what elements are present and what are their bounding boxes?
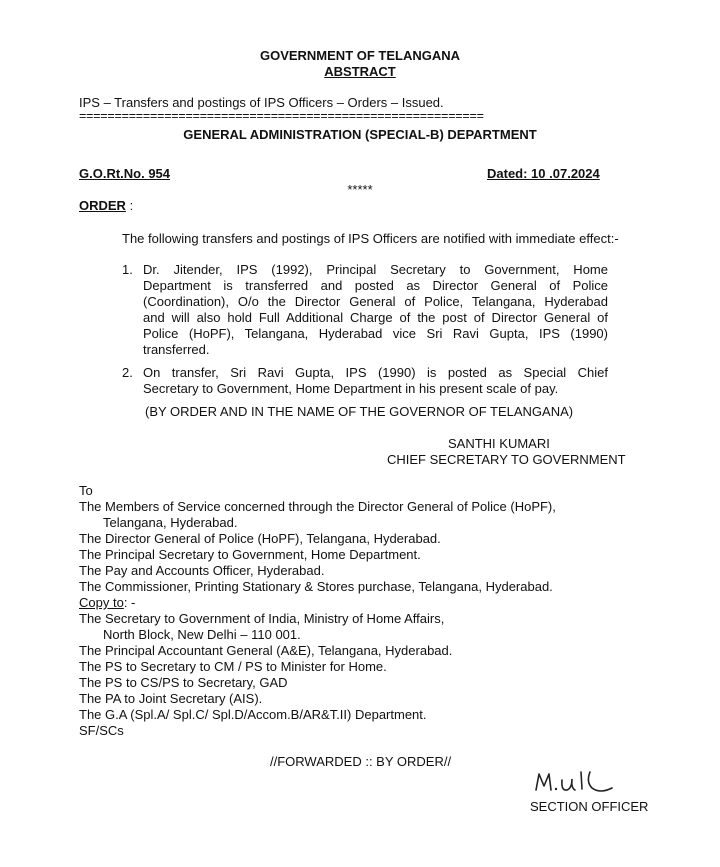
go-number: G.O.Rt.No. 954 bbox=[79, 166, 171, 181]
copy-to-suffix: : - bbox=[123, 595, 136, 610]
separator-line: ========================================================= bbox=[79, 109, 484, 123]
order-colon: : bbox=[125, 198, 134, 213]
item-line: Dr. Jitender, IPS (1992), Principal Secretary to Government, Home bbox=[143, 262, 608, 277]
copy-line: North Block, New Delhi – 110 001. bbox=[103, 627, 301, 642]
distribution-line: Telangana, Hyderabad. bbox=[103, 515, 238, 530]
order-heading bbox=[79, 198, 133, 214]
copy-line: The Secretary to Government of India, Ministry of Home Affairs, bbox=[79, 611, 445, 626]
item-line: Police (HoPF), Telangana, Hyderabad vice Sri Ravi Gupta, IPS (1990) bbox=[143, 326, 608, 341]
section-officer-label: SECTION OFFICER bbox=[530, 799, 649, 814]
copy-line: The PS to Secretary to CM / PS to Minister for Home. bbox=[79, 659, 387, 674]
by-order-line: (BY ORDER AND IN THE NAME OF THE GOVERNOR OF TELANGANA) bbox=[145, 404, 574, 419]
stars-divider: ***** bbox=[347, 182, 373, 197]
item-line: transferred. bbox=[143, 342, 210, 357]
department-title: GENERAL ADMINISTRATION (SPECIAL-B) DEPARTMENT bbox=[183, 127, 537, 142]
copy-line: SF/SCs bbox=[79, 723, 124, 738]
item-line: Department is transferred and posted as Director General of Police bbox=[143, 278, 608, 293]
subject-line: IPS – Transfers and postings of IPS Officers – Orders – Issued. bbox=[79, 95, 444, 110]
item-line: (Coordination), O/o the Director General of Police, Telangana, Hyderabad bbox=[143, 294, 608, 309]
signatory-name: SANTHI KUMARI bbox=[448, 436, 550, 451]
abstract-title: ABSTRACT bbox=[324, 64, 396, 79]
item-number: 1. bbox=[122, 262, 133, 277]
signatory-title: CHIEF SECRETARY TO GOVERNMENT bbox=[387, 452, 626, 467]
intro-text: The following transfers and postings of IPS Officers are notified with immediate effect:- bbox=[122, 231, 619, 246]
copy-line: The PS to CS/PS to Secretary, GAD bbox=[79, 675, 288, 690]
item-line: Secretary to Government, Home Department in his present scale of pay. bbox=[143, 381, 559, 396]
item-number: 2. bbox=[122, 365, 133, 380]
to-label: To bbox=[79, 483, 93, 498]
copy-line: The PA to Joint Secretary (AIS). bbox=[79, 691, 263, 706]
distribution-line: The Principal Secretary to Government, Home Department. bbox=[79, 547, 421, 562]
item-line: and will also hold Full Additional Charge of the post of Director General of bbox=[143, 310, 608, 325]
government-title: GOVERNMENT OF TELANGANA bbox=[259, 48, 461, 63]
distribution-line: The Director General of Police (HoPF), Telangana, Hyderabad. bbox=[79, 531, 441, 546]
copy-line: The G.A (Spl.A/ Spl.C/ Spl.D/Accom.B/AR&T.II) Department. bbox=[79, 707, 427, 722]
go-date: Dated: 10 .07.2024 bbox=[487, 166, 600, 181]
item-line: On transfer, Sri Ravi Gupta, IPS (1990) is posted as Special Chief bbox=[143, 365, 608, 380]
copy-to-label: Copy to bbox=[79, 595, 124, 610]
order-label: ORDER bbox=[79, 198, 126, 213]
copy-to-heading bbox=[79, 595, 135, 611]
distribution-line: The Commissioner, Printing Stationary & Stores purchase, Telangana, Hyderabad. bbox=[79, 579, 553, 594]
distribution-line: The Members of Service concerned through the Director General of Police (HoPF), bbox=[79, 499, 556, 514]
signature-image bbox=[530, 766, 630, 800]
copy-line: The Principal Accountant General (A&E), Telangana, Hyderabad. bbox=[79, 643, 453, 658]
forwarded-line: //FORWARDED :: BY ORDER// bbox=[270, 754, 452, 769]
distribution-line: The Pay and Accounts Officer, Hyderabad. bbox=[79, 563, 325, 578]
